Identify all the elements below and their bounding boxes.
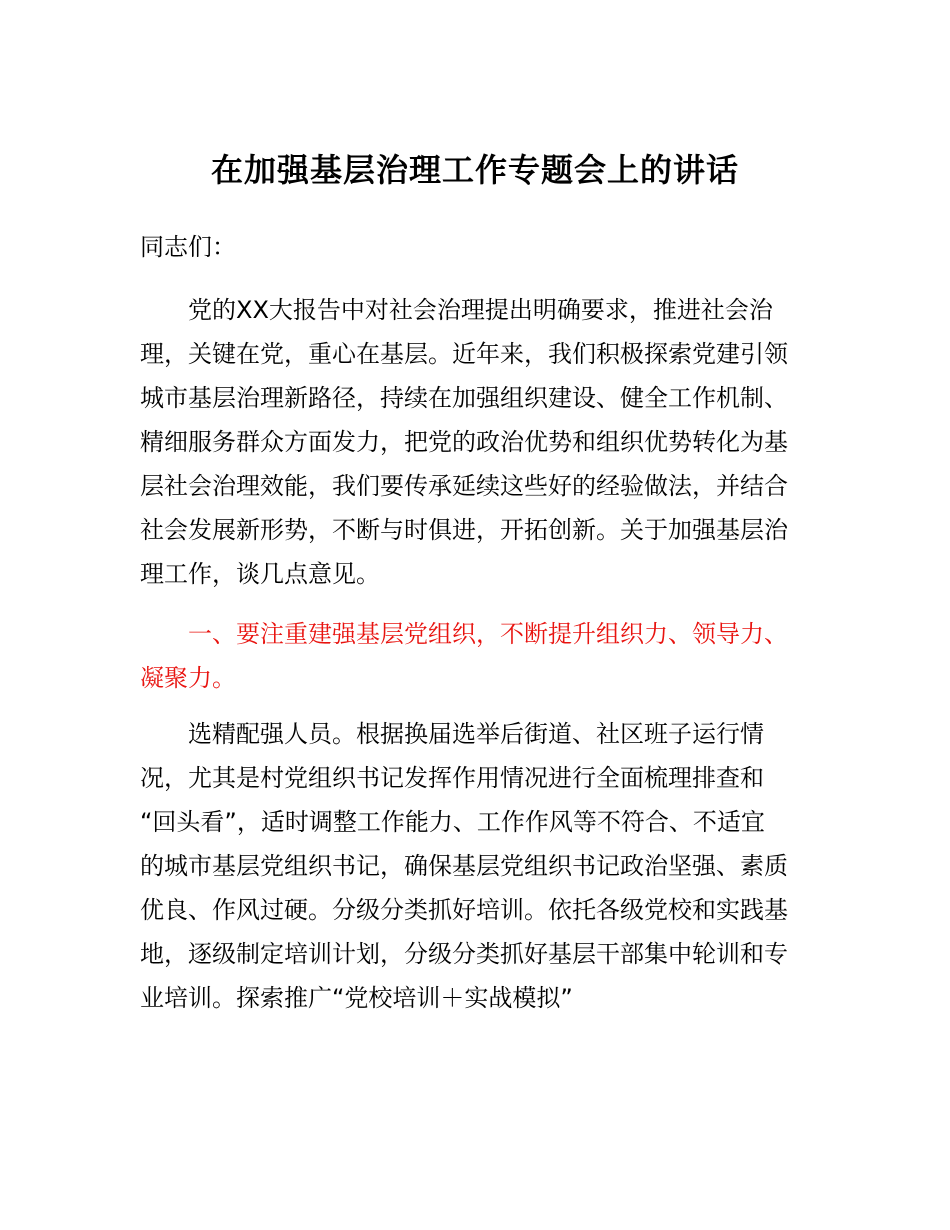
paragraph-line: 地，逐级制定培训计划，分级分类抓好基层干部集中轮训和专	[140, 940, 788, 968]
document-title: 在加强基层治理工作专题会上的讲话	[210, 151, 739, 189]
paragraph-line: 选精配强人员。根据换届选举后街道、社区班子运行情	[188, 720, 764, 748]
paragraph-line: “回头看”，适时调整工作能力、工作作风等不符合、不适宜	[140, 808, 765, 836]
paragraph-intro	[140, 288, 830, 596]
paragraph-line: 城市基层治理新路径，持续在加强组织建设、健全工作机制、	[140, 384, 788, 412]
paragraph-line: 精细服务群众方面发力，把党的政治优势和组织优势转化为基	[140, 428, 788, 456]
paragraph-line: 党的XX大报告中对社会治理提出明确要求，推进社会治	[188, 296, 773, 324]
heading-line: 凝聚力。	[140, 664, 236, 692]
salutation: 同志们：	[140, 233, 236, 261]
paragraph-line: 理，关键在党，重心在基层。近年来，我们积极探索党建引领	[140, 340, 788, 368]
heading-line: 一、要注重建强基层党组织，不断提升组织力、领导力、	[188, 620, 788, 648]
paragraph-line: 业培训。探索推广“党校培训＋实战模拟”	[140, 984, 573, 1012]
paragraph-line: 况，尤其是村党组织书记发挥作用情况进行全面梳理排查和	[140, 764, 764, 792]
paragraph-line: 层社会治理效能，我们要传承延续这些好的经验做法，并结合	[140, 472, 788, 500]
section-heading-1	[140, 612, 830, 700]
paragraph-section-1	[140, 712, 830, 1020]
paragraph-line: 的城市基层党组织书记，确保基层党组织书记政治坚强、素质	[140, 852, 788, 880]
paragraph-line: 优良、作风过硬。分级分类抓好培训。依托各级党校和实践基	[140, 896, 788, 924]
paragraph-line: 理工作，谈几点意见。	[140, 560, 380, 588]
paragraph-line: 社会发展新形势，不断与时俱进，开拓创新。关于加强基层治	[140, 516, 788, 544]
